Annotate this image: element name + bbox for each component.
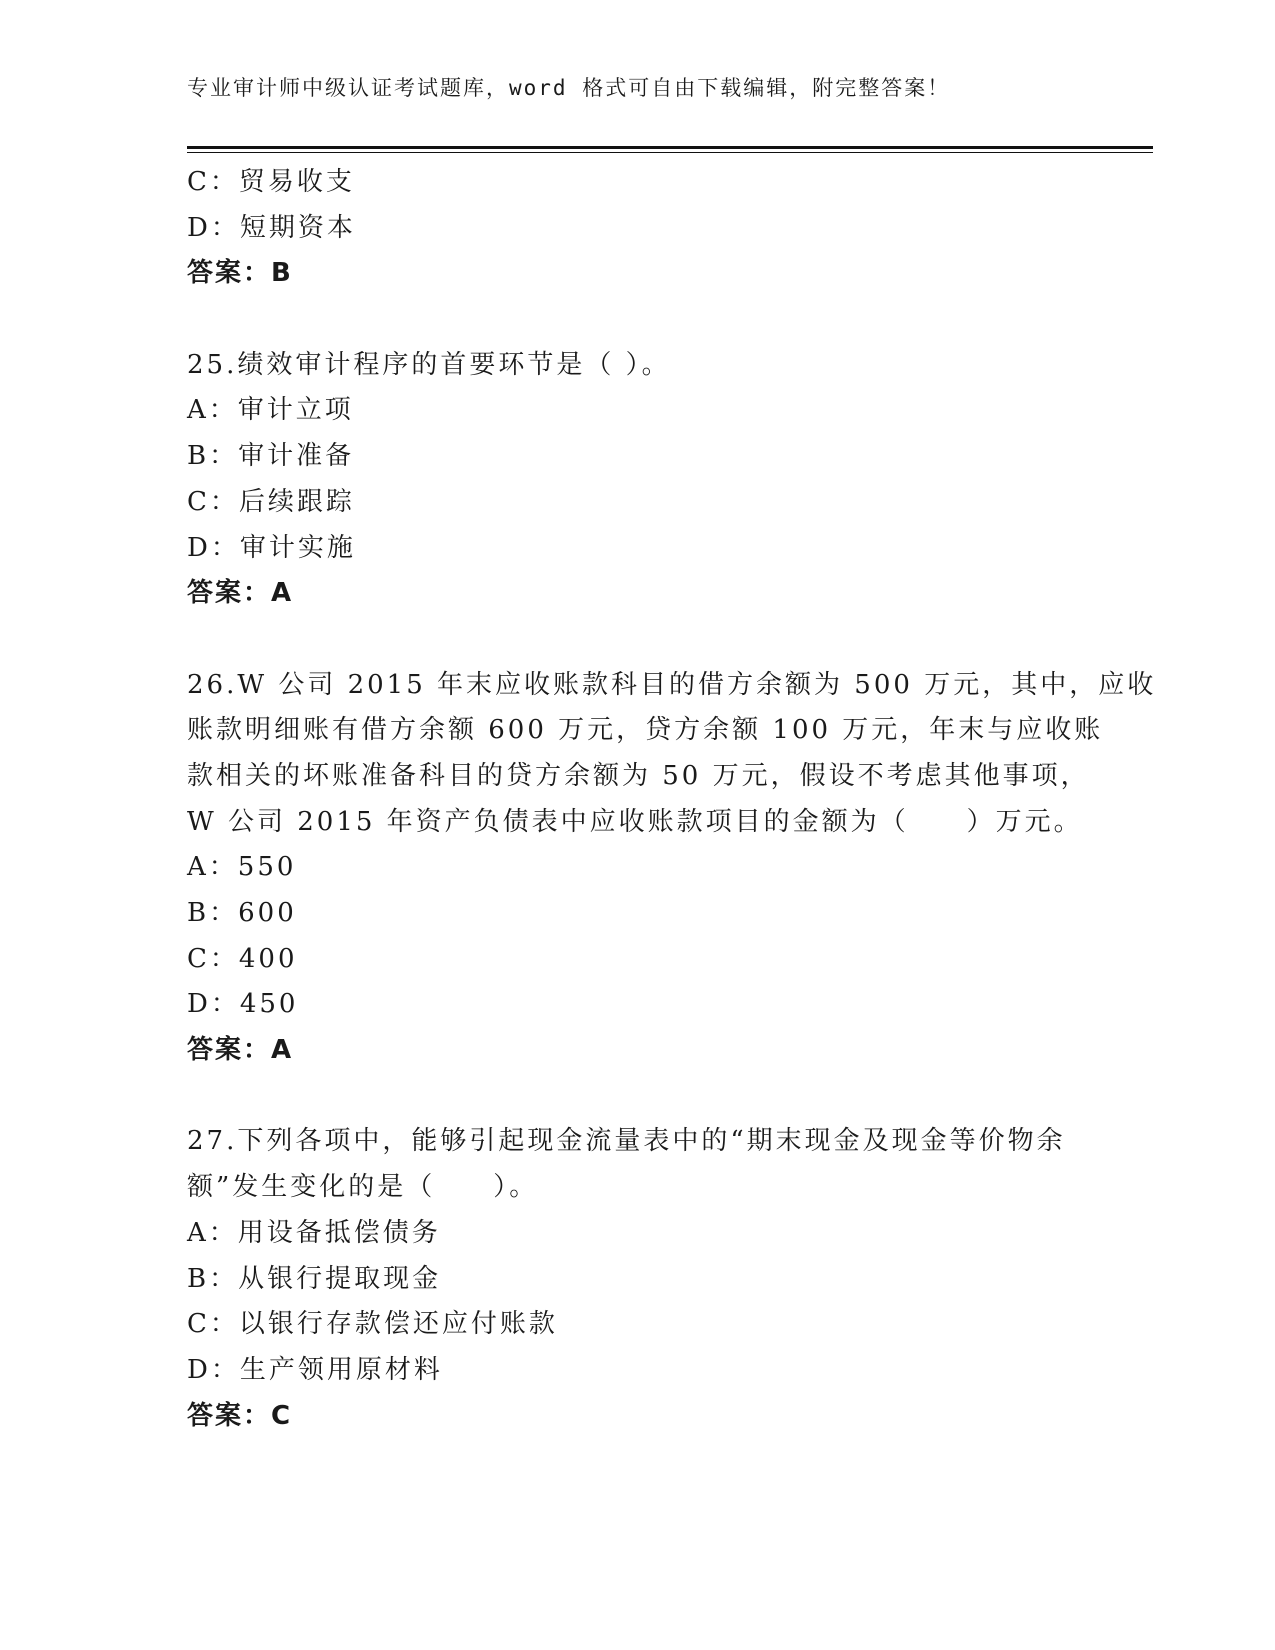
option-c: C：贸易收支 (187, 167, 355, 197)
option-c: C：后续跟踪 (187, 486, 355, 517)
question-stem-line: 账款明细账有借方余额 600 万元，贷方余额 100 万元，年末与应收账 (187, 715, 1104, 746)
answer: 答案：B (187, 258, 293, 289)
question-stem: 25.绩效审计程序的首要环节是（ ）。 (187, 349, 671, 380)
prev-question-block (187, 160, 1087, 297)
option-a: A：审计立项 (187, 395, 354, 426)
option-b: B：600 (187, 898, 297, 928)
option-a: A：用设备抵偿债务 (187, 1217, 441, 1248)
option-b: B：从银行提取现金 (187, 1263, 442, 1294)
question-25-block (187, 343, 1087, 617)
question-stem-line: 款相关的坏账准备科目的贷方余额为 50 万元，假设不考虑其他事项， (187, 760, 1090, 791)
answer: 答案：A (187, 1035, 294, 1066)
option-c: C：400 (187, 943, 298, 974)
question-stem-line: 27.下列各项中，能够引起现金流量表中的“期末现金及现金等价物余 (187, 1126, 1066, 1157)
answer: 答案：C (187, 1400, 293, 1431)
question-27-block (187, 1119, 1087, 1439)
option-b: B：审计准备 (187, 441, 355, 472)
document-header: 专业审计师中级认证考试题库，word 格式可自由下载编辑，附完整答案！ (187, 76, 951, 100)
option-c: C：以银行存款偿还应付账款 (187, 1309, 558, 1340)
header-rule-thick (187, 146, 1153, 149)
spacer (187, 617, 1087, 663)
option-d: D：450 (187, 989, 299, 1020)
option-d: D：审计实施 (187, 532, 356, 563)
question-stem-line: 额”发生变化的是（ ）。 (187, 1172, 539, 1203)
spacer (187, 297, 1087, 343)
answer: 答案：A (187, 578, 294, 609)
option-d: D：短期资本 (187, 212, 356, 243)
question-stem-line: 26.W 公司 2015 年末应收账款科目的借方余额为 500 万元，其中，应收 (187, 669, 1157, 700)
question-content (187, 160, 1157, 1439)
spacer (187, 1074, 1087, 1120)
option-d: D：生产领用原材料 (187, 1354, 443, 1385)
option-a: A：550 (187, 852, 297, 883)
question-26-block (187, 663, 1157, 1074)
question-stem-line: W 公司 2015 年资产负债表中应收账款项目的金额为（ ）万元。 (187, 806, 1083, 837)
header-rule-thin (187, 152, 1153, 153)
